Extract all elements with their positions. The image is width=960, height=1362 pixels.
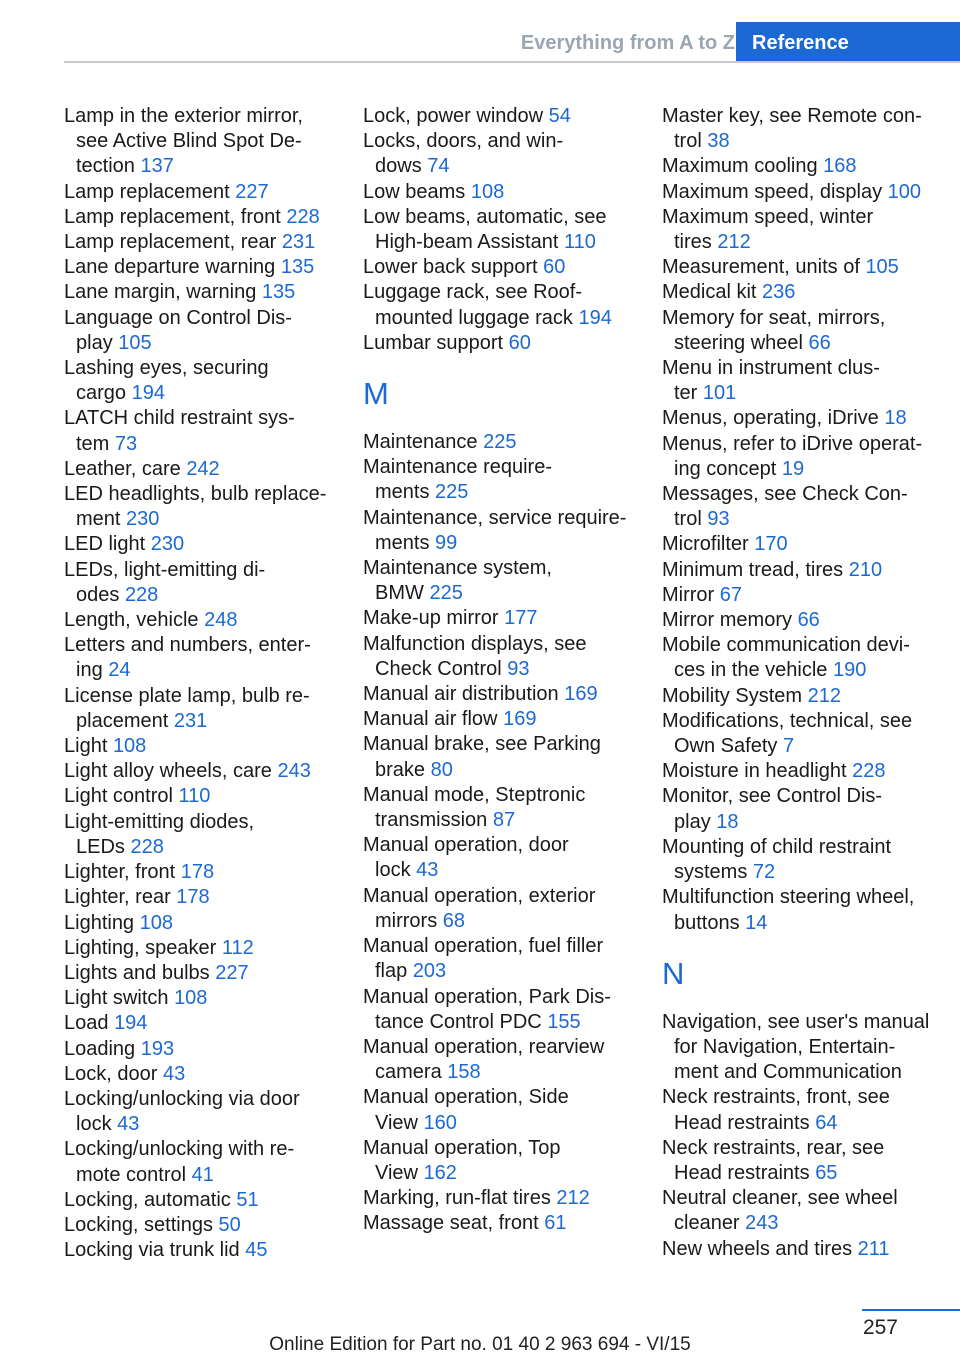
index-page-link[interactable]: 170 (754, 533, 788, 556)
index-entry (64, 734, 336, 759)
index-entry (662, 1237, 930, 1262)
index-entry-text: Manual operation, rearview camera (363, 1035, 605, 1084)
index-entry-text: New wheels and tires (662, 1237, 853, 1260)
index-entry (64, 986, 336, 1011)
index-entry-text: Lamp replacement (64, 180, 230, 203)
index-page-link[interactable]: 99 (435, 531, 458, 554)
index-page-link[interactable]: 41 (191, 1163, 214, 1186)
index-page-link[interactable]: 100 (887, 180, 922, 203)
index-entry-text: Lights and bulbs (64, 961, 210, 984)
index-entry (64, 860, 336, 885)
index-page-link[interactable]: 225 (435, 481, 469, 504)
header-tab-reference: Reference (736, 22, 960, 63)
index-page-link[interactable]: 228 (286, 205, 320, 228)
index-page-link[interactable]: 210 (848, 558, 883, 581)
index-page-link[interactable]: 14 (745, 911, 768, 934)
index-entry (363, 1035, 635, 1085)
index-entry-text: Locking/unlocking via door lock (64, 1087, 300, 1136)
index-entry (64, 356, 336, 406)
index-entry-text: Lower back support (363, 256, 538, 279)
index-entry (64, 482, 336, 532)
index-page-link[interactable]: 211 (857, 1237, 890, 1260)
index-entry-text: LATCH child restraint sys‐ tem (64, 407, 295, 455)
index-entry-text: Microfilter (662, 533, 749, 556)
index-entry-text: Lamp replacement, rear (64, 231, 277, 254)
index-page-link[interactable]: 60 (543, 256, 566, 279)
index-entry-text: Massage seat, front (363, 1212, 539, 1235)
index-page-link[interactable]: 43 (162, 1062, 186, 1085)
index-page-link[interactable]: 160 (423, 1111, 457, 1134)
index-entry (662, 482, 930, 532)
index-entry (662, 532, 930, 557)
index-page-link[interactable]: 65 (815, 1161, 838, 1184)
index-entry (662, 154, 930, 179)
index-page-link[interactable]: 43 (117, 1113, 140, 1136)
index-entry-text: Lane departure warning (64, 256, 276, 279)
index-entry-text: Moisture in headlight (662, 760, 847, 783)
index-entry-text: Menus, operating, iDrive (662, 407, 879, 430)
index-entry (64, 104, 336, 180)
index-page-link[interactable]: 228 (852, 760, 886, 783)
index-entry-text: Monitor, see Control Dis‐ play (662, 785, 883, 833)
index-entry (662, 180, 930, 205)
index-page-link[interactable]: 225 (483, 431, 517, 454)
index-entry-text: Mounting of child restraint systems (662, 835, 892, 884)
index-column-1 (64, 104, 336, 1263)
index-entry (363, 783, 635, 833)
index-entry-text: Lighter, front (64, 861, 176, 884)
index-page-link[interactable]: 54 (548, 105, 571, 127)
index-page-link[interactable]: 45 (245, 1239, 268, 1262)
index-page-link[interactable]: 87 (492, 809, 516, 832)
index-entry-text: Load (64, 1012, 109, 1035)
index-page-link[interactable]: 135 (280, 256, 315, 279)
index-page-link[interactable]: 155 (547, 1010, 581, 1033)
index-entry (662, 306, 930, 356)
index-entry-text: Marking, run-flat tires (363, 1187, 551, 1210)
index-page-link[interactable]: 72 (752, 861, 776, 884)
index-entry (64, 961, 336, 986)
index-page-link[interactable]: 19 (781, 457, 805, 480)
index-page-link[interactable]: 212 (556, 1187, 590, 1210)
index-entry-text: Mirror (662, 583, 715, 606)
index-entry (363, 255, 635, 280)
index-entry (64, 936, 336, 961)
index-entry-text: Manual air flow (363, 708, 498, 731)
index-entry-text: Master key, see Remote con‐ trol (662, 105, 922, 153)
index-entry-text: Leather, care (64, 457, 181, 480)
index-entry (662, 784, 930, 834)
index-page-link[interactable]: 169 (564, 683, 598, 706)
index-entry (363, 985, 635, 1035)
index-entry (363, 1085, 635, 1135)
index-entry (64, 205, 336, 230)
index-entry (363, 632, 635, 682)
index-page-link[interactable]: 193 (140, 1037, 175, 1060)
index-entry-text: Multifunction steering wheel, buttons (662, 886, 915, 934)
index-column-2 (363, 104, 635, 1237)
index-page-link[interactable]: 108 (174, 987, 208, 1010)
index-page-link[interactable]: 194 (578, 306, 612, 329)
index-entry (64, 558, 336, 608)
index-entry-text: Modifications, technical, see Own Safety (662, 709, 913, 758)
index-page-link[interactable]: 242 (186, 457, 220, 480)
header-section-title: Everything from A to Z (520, 32, 735, 54)
index-entry-text: Lamp replacement, front (64, 205, 281, 228)
index-page-link[interactable]: 43 (416, 859, 439, 882)
index-entry (662, 1186, 930, 1236)
index-entry (64, 911, 336, 936)
index-entry-text: Messages, see Check Con‐ trol (662, 483, 908, 531)
index-entry (363, 205, 635, 255)
index-page-link[interactable]: 50 (218, 1213, 241, 1236)
index-page-link[interactable]: 228 (124, 583, 159, 606)
index-entry-text: Letters and numbers, enter‐ ing (64, 634, 311, 682)
index-entry-text: LEDs, light-emitting di‐ odes (64, 558, 266, 606)
index-entry (662, 583, 930, 608)
index-page-link[interactable]: 7 (782, 735, 795, 758)
index-page-link[interactable]: 227 (215, 961, 249, 984)
index-entry-text: Menus, refer to iDrive operat‐ ing concept (662, 432, 923, 480)
index-page-link[interactable]: 24 (108, 659, 131, 682)
index-page-link[interactable]: 80 (430, 758, 453, 781)
index-entry-text: Language on Control Dis‐ play (64, 306, 292, 354)
index-entry (363, 1136, 635, 1186)
index-page-link[interactable]: 68 (442, 909, 466, 932)
index-entry-text: Locking, automatic (64, 1188, 231, 1211)
index-entry-text: Neck restraints, rear, see Head restraints (662, 1136, 885, 1184)
index-entry (662, 432, 930, 482)
index-page-link[interactable]: 101 (702, 382, 737, 405)
index-page-link[interactable]: 231 (281, 231, 316, 254)
index-entry (363, 331, 635, 356)
index-entry-text: Manual air distribution (363, 683, 559, 706)
index-entry (363, 129, 635, 179)
index-entry (64, 532, 336, 557)
index-entry (662, 633, 930, 683)
index-entry-text: Lighting, speaker (64, 936, 217, 959)
index-entry-text: Maintenance require‐ ments (363, 456, 552, 504)
index-entry (64, 1087, 336, 1137)
index-page-link[interactable]: 227 (235, 180, 269, 203)
index-entry (64, 1037, 336, 1062)
index-page-link[interactable]: 178 (176, 886, 210, 909)
index-entry-text: Light (64, 735, 108, 758)
index-entry (662, 1010, 930, 1086)
index-entry (363, 455, 635, 505)
index-entry-text: Manual operation, Top View (363, 1136, 561, 1184)
index-entry-text: License plate lamp, bulb re‐ placement (64, 684, 310, 732)
index-entry-text: Maximum speed, display (662, 180, 883, 203)
index-entry (363, 934, 635, 984)
index-entry-text: Manual brake, see Parking brake (363, 733, 601, 781)
index-page-link[interactable]: 162 (423, 1161, 457, 1184)
index-page-link[interactable]: 38 (707, 130, 730, 153)
index-entry-text: Maintenance (363, 431, 478, 454)
index-entry-text: Manual mode, Steptronic transmission (363, 783, 586, 832)
index-entry (64, 406, 336, 456)
index-entry (64, 608, 336, 633)
index-entry-text: Minimum tread, tires (662, 558, 844, 581)
index-entry (363, 732, 635, 782)
index-entry (64, 280, 336, 305)
index-page-link[interactable]: 64 (815, 1111, 838, 1134)
index-page-link[interactable]: 110 (563, 231, 596, 254)
index-page-link[interactable]: 135 (261, 281, 296, 304)
index-entry (64, 1213, 336, 1238)
footer-rule (862, 1309, 960, 1311)
index-entry (363, 104, 635, 129)
index-page-link[interactable]: 108 (139, 911, 173, 934)
footer-edition: Online Edition for Part no. 01 40 2 963 694 - VI/15 (269, 1334, 691, 1355)
index-letter-heading: M (363, 376, 389, 412)
index-page-link[interactable]: 18 (884, 407, 907, 430)
index-page-link[interactable]: 66 (797, 609, 820, 632)
index-page-link[interactable]: 243 (745, 1212, 779, 1235)
index-page-link[interactable]: 168 (823, 155, 857, 178)
index-entry-text: Navigation, see user's manual for Navigation, Entertain‐ ment and Communication (662, 1010, 930, 1084)
index-page-link[interactable]: 194 (114, 1012, 148, 1035)
index-entry (64, 180, 336, 205)
index-entry-text: Manual operation, fuel filler flap (363, 935, 604, 983)
index-entry-text: Mirror memory (662, 609, 792, 632)
index-page-link[interactable]: 73 (114, 432, 138, 455)
index-column-3 (662, 104, 930, 1262)
index-entry (64, 255, 336, 280)
index-entry-text: Lock, power window (363, 105, 544, 127)
index-entry-text: Maintenance system, BMW (363, 557, 552, 605)
index-entry (363, 1211, 635, 1236)
index-entry (363, 707, 635, 732)
index-entry (64, 633, 336, 683)
index-entry-text: Mobility System (662, 684, 803, 707)
index-page-link[interactable]: 203 (412, 960, 447, 983)
index-entry-text: Medical kit (662, 281, 757, 304)
index-page-link[interactable]: 158 (447, 1061, 481, 1084)
index-entry (64, 1062, 336, 1087)
index-entry (64, 1137, 336, 1187)
index-page-link[interactable]: 230 (126, 508, 160, 531)
index-entry (363, 1186, 635, 1211)
index-entry (662, 759, 930, 784)
index-entry-text: Luggage rack, see Roof- mounted luggage rack (363, 281, 583, 329)
index-entry-text: Manual operation, exterior mirrors (363, 884, 596, 932)
index-page-link[interactable]: 93 (707, 508, 730, 531)
index-entry (363, 606, 635, 631)
index-entry-text: Make-up mirror (363, 607, 499, 630)
index-entry-text: Manual operation, Side View (363, 1086, 569, 1134)
index-entry (662, 1085, 930, 1135)
index-page-link[interactable]: 61 (544, 1212, 567, 1235)
index-page-link[interactable]: 66 (808, 331, 831, 354)
index-entry (363, 556, 635, 606)
index-entry (662, 885, 930, 935)
index-entry-text: Length, vehicle (64, 609, 199, 632)
index-entry (64, 684, 336, 734)
index-page-link[interactable]: 212 (717, 231, 751, 254)
index-entry-text: Maintenance, service require‐ ments (363, 506, 627, 554)
page-number: 257 (862, 1316, 898, 1339)
index-entry-text: Locks, doors, and win‐ dows (363, 130, 564, 178)
index-entry-text: Locking/unlocking with re‐ mote control (64, 1138, 295, 1186)
index-entry-text: Memory for seat, mirrors, steering wheel (662, 306, 886, 354)
index-entry-text: Light switch (64, 987, 169, 1010)
index-entry-text: Lashing eyes, securing cargo (64, 357, 269, 405)
index-entry (64, 784, 336, 809)
index-entry (662, 1136, 930, 1186)
index-entry (363, 682, 635, 707)
index-page-link[interactable]: 212 (807, 684, 841, 707)
index-entry-text: Maximum cooling (662, 155, 818, 178)
index-entry-text: Maximum speed, winter tires (662, 205, 874, 254)
index-page-link[interactable]: 169 (503, 708, 537, 731)
index-entry-text: LED headlights, bulb replace‐ ment (64, 483, 327, 531)
index-entry-text: Lamp in the exterior mirror, see Active Blind Spot De‐ tection (64, 105, 303, 178)
index-page-link[interactable]: 51 (236, 1188, 259, 1211)
index-letter-heading: N (662, 955, 685, 991)
index-page-link[interactable]: 231 (173, 709, 208, 732)
index-entry-text: Manual operation, door lock (363, 834, 569, 882)
index-entry-text: Loading (64, 1037, 136, 1060)
index-page-link[interactable]: 177 (504, 607, 538, 630)
index-entry-text: Low beams (363, 180, 466, 203)
index-page-link[interactable]: 228 (130, 835, 164, 858)
index-entry-text: Lighter, rear (64, 886, 171, 909)
index-entry-text: Neutral cleaner, see wheel cleaner (662, 1187, 898, 1235)
index-entry-text: Lock, door (64, 1062, 158, 1085)
header-rule (64, 61, 960, 63)
index-entry-text: Light control (64, 785, 173, 808)
index-entry (64, 306, 336, 356)
index-page-link[interactable]: 236 (762, 281, 796, 304)
index-page-link[interactable]: 190 (832, 659, 867, 682)
index-entry (64, 759, 336, 784)
index-entry (64, 810, 336, 860)
index-page-link[interactable]: 18 (716, 810, 739, 833)
index-entry (662, 608, 930, 633)
index-page-link[interactable]: 248 (204, 609, 238, 632)
index-page-link[interactable]: 108 (112, 735, 147, 758)
index-entry (363, 833, 635, 883)
index-entry-text: Neck restraints, front, see Head restraints (662, 1086, 890, 1134)
index-entry-text: Light alloy wheels, care (64, 760, 272, 783)
index-entry (64, 1238, 336, 1263)
index-page-link[interactable]: 112 (221, 936, 254, 959)
index-page-link[interactable]: 243 (277, 760, 311, 783)
index-page-link[interactable]: 74 (427, 155, 450, 178)
index-entry-text: Manual operation, Park Dis‐ tance Control PDC (363, 985, 611, 1033)
index-entry (662, 255, 930, 280)
index-entry (662, 684, 930, 709)
index-entry-text: LED light (64, 533, 146, 556)
index-page-link[interactable]: 194 (131, 382, 165, 405)
index-entry-text: Malfunction displays, see Check Control (363, 632, 587, 680)
index-entry (662, 558, 930, 583)
index-entry (662, 205, 930, 255)
index-entry (64, 1011, 336, 1036)
index-page-link[interactable]: 60 (508, 331, 531, 354)
index-page-link[interactable]: 137 (140, 155, 174, 178)
index-page-link[interactable]: 67 (719, 583, 743, 606)
index-entry-text: Mobile communication devi‐ ces in the vehicle (662, 634, 910, 682)
index-entry (64, 885, 336, 910)
index-entry-text: Lumbar support (363, 331, 504, 354)
index-entry (64, 1188, 336, 1213)
index-page-link[interactable]: 93 (507, 657, 530, 680)
index-entry-text: Lighting (64, 911, 135, 934)
index-page-link[interactable]: 225 (429, 582, 463, 605)
index-entry-text: Light-emitting diodes, LEDs (64, 810, 255, 858)
index-entry-text: Locking via trunk lid (64, 1239, 240, 1262)
index-page-link[interactable]: 178 (180, 861, 215, 884)
index-entry (662, 406, 930, 431)
index-entry (363, 506, 635, 556)
index-page-link[interactable]: 105 (865, 256, 899, 279)
index-entry-text: Low beams, automatic, see High-beam Assistant (363, 205, 607, 254)
index-entry (64, 457, 336, 482)
index-entry (363, 884, 635, 934)
index-entry (662, 356, 930, 406)
index-page-link[interactable]: 108 (470, 180, 505, 203)
index-entry-text: Measurement, units of (662, 256, 860, 279)
index-entry (662, 104, 930, 154)
index-page-link[interactable]: 230 (150, 533, 185, 556)
index-entry (662, 280, 930, 305)
index-entry (662, 709, 930, 759)
index-entry (363, 180, 635, 205)
index-entry (363, 280, 635, 330)
index-entry (363, 430, 635, 455)
index-entry (64, 230, 336, 255)
index-entry-text: Lane margin, warning (64, 281, 257, 304)
index-page-link[interactable]: 105 (118, 331, 152, 354)
index-page-link[interactable]: 110 (178, 785, 211, 808)
index-entry (662, 835, 930, 885)
index-entry-text: Locking, settings (64, 1213, 213, 1236)
index-entry-text: Menu in instrument clus‐ ter (662, 357, 880, 405)
